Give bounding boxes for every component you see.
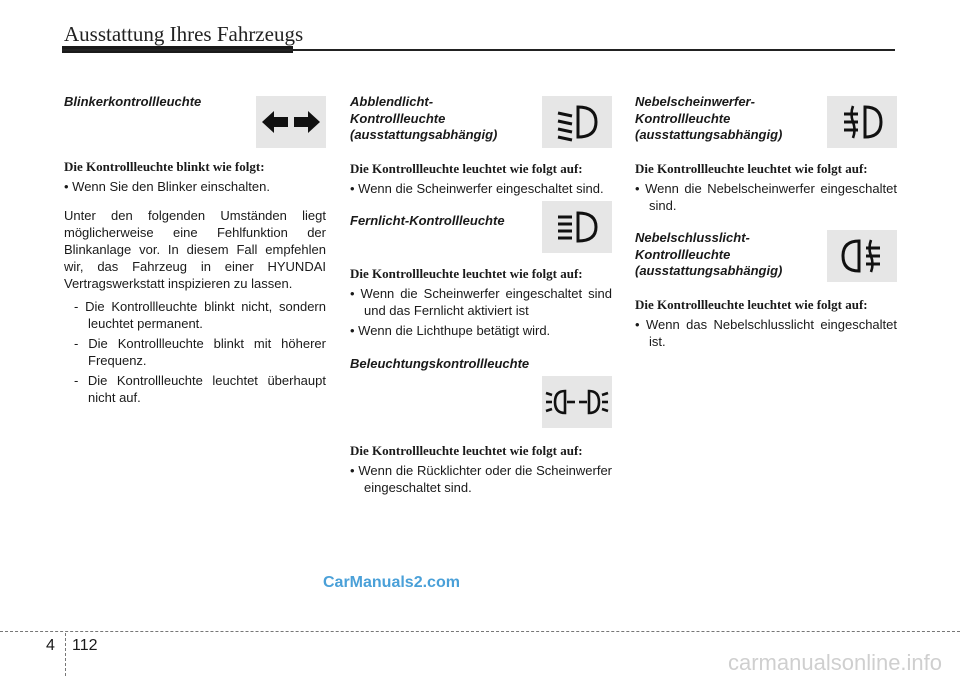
section-lighting xyxy=(350,356,612,442)
bullet-item: • Wenn die Nebelscheinwerfer eingeschaltet sind. xyxy=(635,181,897,213)
high-beam-icon xyxy=(542,201,612,253)
lead-text: Die Kontrollleuchte leuchtet wie folgt auf: xyxy=(635,161,868,176)
lead-text: Die Kontrollleuchte blinkt wie folgt: xyxy=(64,159,265,174)
dash-item: - Die Kontrollleuchte blinkt nicht, sondern leuchtet permanent. xyxy=(74,299,326,331)
section-title: Beleuchtungskontrollleuchte xyxy=(350,356,530,371)
section-title: Abblendlicht-Kontrollleuchte (ausstattungsabhängig) xyxy=(350,94,498,142)
low-beam-icon xyxy=(542,96,612,148)
section-front-fog xyxy=(635,94,897,160)
column-3 xyxy=(635,94,897,353)
watermark: CarManuals2.com xyxy=(323,574,460,591)
paragraph: Unter den folgenden Umständen liegt möglicherweise eine Fehlfunktion der Blinkanlage vor. In diesem Fall empfehlen wir, das Fahrzeug in einer HYUNDAI Vertragswerkstatt inspizieren zu lassen. xyxy=(64,208,326,291)
section-title: Blinkerkontrollleuchte xyxy=(64,94,202,109)
site-watermark: carmanualsonline.info xyxy=(728,650,943,675)
front-fog-light-icon xyxy=(827,96,897,148)
dash-item: - Die Kontrollleuchte leuchtet überhaupt nicht auf. xyxy=(74,373,326,405)
column-1 xyxy=(64,94,326,409)
lead-text: Die Kontrollleuchte leuchtet wie folgt auf: xyxy=(350,266,583,281)
bullet-item: • Wenn die Rücklichter oder die Scheinwerfer eingeschaltet sind. xyxy=(350,463,612,495)
rear-fog-light-icon xyxy=(827,230,897,282)
position-lights-icon xyxy=(542,376,612,428)
column-2 xyxy=(350,94,612,499)
header-rule xyxy=(62,49,895,51)
lead-text: Die Kontrollleuchte leuchtet wie folgt auf: xyxy=(350,161,583,176)
bullet-item: • Wenn Sie den Blinker einschalten. xyxy=(64,179,270,194)
turn-signal-arrows-icon xyxy=(256,96,326,148)
bullet-item: • Wenn die Scheinwerfer eingeschaltet sind und das Fernlicht aktiviert ist xyxy=(350,286,612,318)
lead-text: Die Kontrollleuchte leuchtet wie folgt auf: xyxy=(350,443,583,458)
chapter-number: 4 xyxy=(46,637,55,654)
section-low-beam xyxy=(350,94,612,160)
bullet-item: • Wenn die Scheinwerfer eingeschaltet sind. xyxy=(350,181,604,196)
page-header-title: Ausstattung Ihres Fahrzeugs xyxy=(64,22,304,46)
bullet-item: • Wenn die Lichthupe betätigt wird. xyxy=(350,323,551,338)
section-title: Nebelschlusslicht-Kontrollleuchte (ausstattungsabhängig) xyxy=(635,230,783,278)
page-number: 112 xyxy=(72,637,98,654)
section-high-beam xyxy=(350,213,612,265)
lead-text: Die Kontrollleuchte leuchtet wie folgt auf: xyxy=(635,297,868,312)
bullet-item: • Wenn das Nebelschlusslicht eingeschaltet ist. xyxy=(635,317,897,349)
section-title: Fernlicht-Kontrollleuchte xyxy=(350,213,505,228)
section-title: Nebelscheinwerfer-Kontrollleuchte (ausstattungsabhängig) xyxy=(635,94,783,142)
footer-divider xyxy=(65,633,66,676)
dash-item: - Die Kontrollleuchte blinkt mit höherer Frequenz. xyxy=(74,336,326,368)
section-turn-signal xyxy=(64,94,326,158)
section-rear-fog xyxy=(635,230,897,296)
footer-rule xyxy=(0,631,960,632)
